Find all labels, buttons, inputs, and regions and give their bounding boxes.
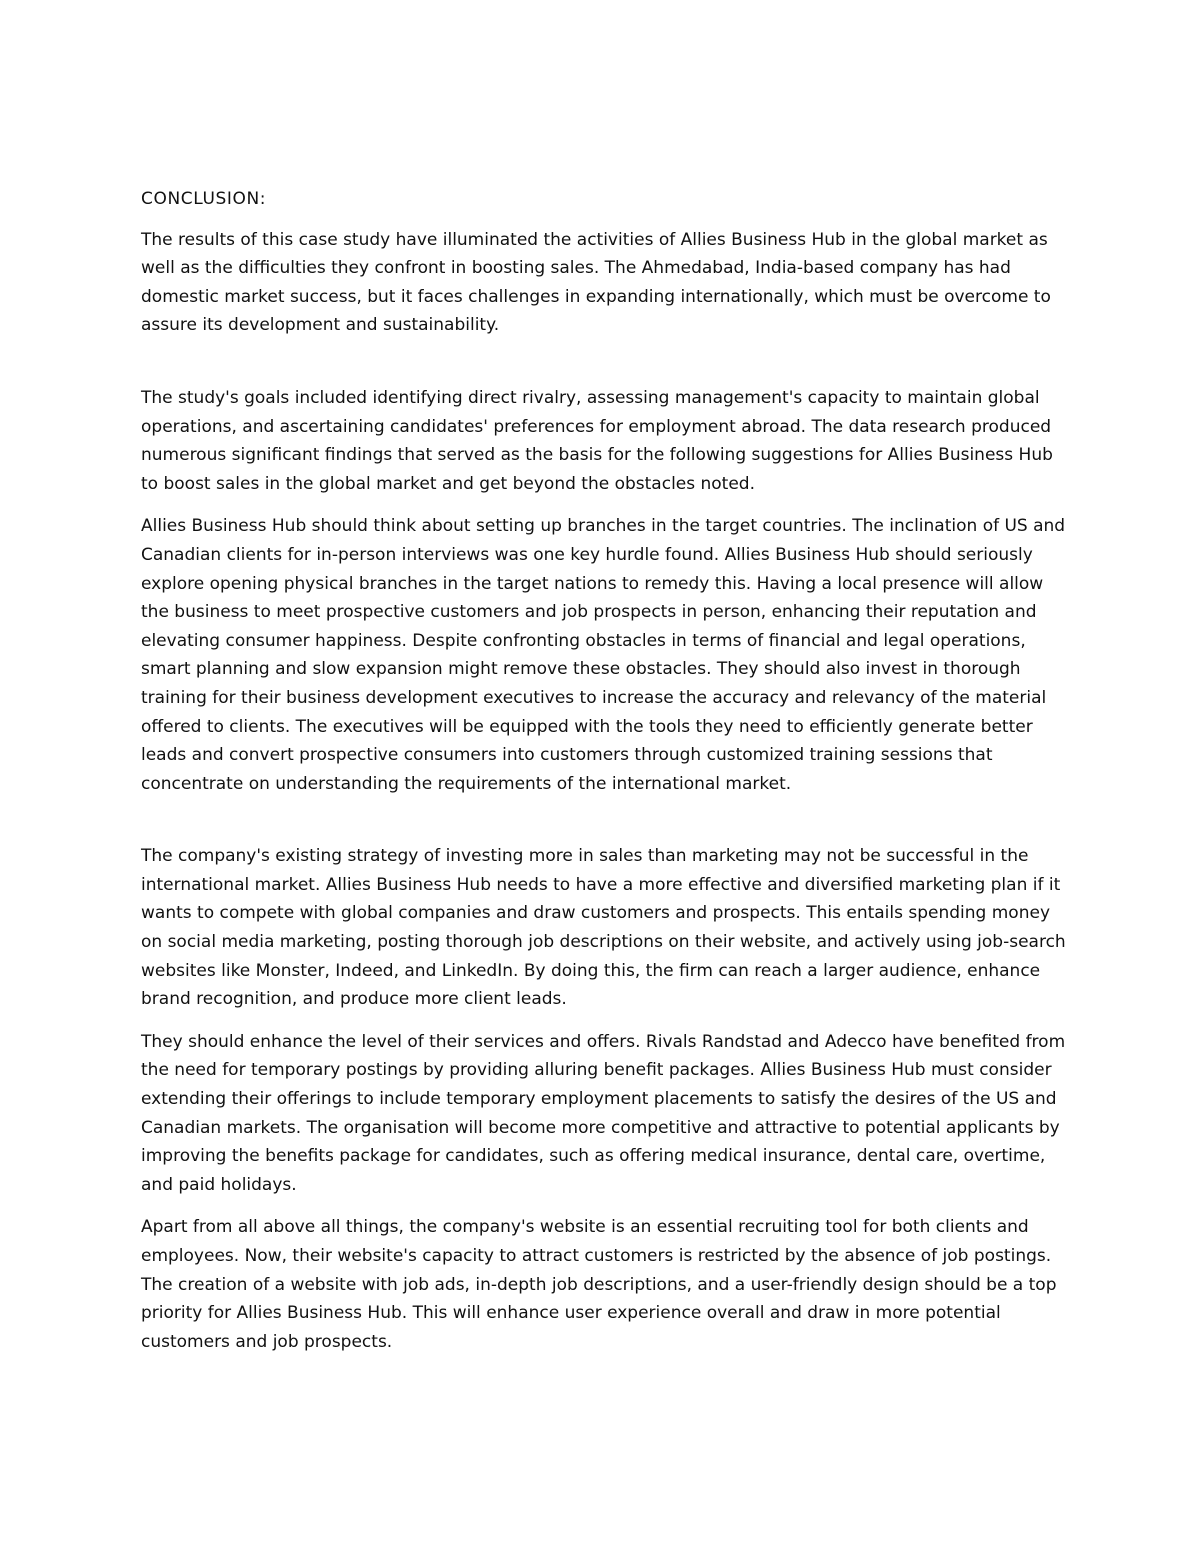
document-body	[141, 185, 1066, 1356]
paragraph-goals: The study's goals included identifying direct rivalry, assessing management's capacity to maintain global operations, and ascertaining candidates' preferences for employment abroad. The data research produced numerous significant findings that served as the basis for the following suggestions for Allies Business Hub to boost sales in the global market and get beyond the obstacles noted.	[141, 387, 1053, 494]
paragraph-marketing: The company's existing strategy of investing more in sales than marketing may not be successful in the international market. Allies Business Hub needs to have a more effective and diversified marketing plan if it wants to compete with global companies and draw customers and prospects. This entails spending money on social media marketing, posting thorough job descriptions on their website, and actively using job-search websites like Monster, Indeed, and LinkedIn. By doing this, the firm can reach a larger audience, enhance brand recognition, and produce more client leads.	[141, 846, 1066, 1010]
paragraph-services: They should enhance the level of their services and offers. Rivals Randstad and Adecco have benefited from the need for temporary postings by providing alluring benefit packages. Allies Business Hub must consider extending their offerings to include temporary employment placements to satisfy the desires of the US and Canadian markets. The organisation will become more competitive and attractive to potential applicants by improving the benefits package for candidates, such as offering medical insurance, dental care, overtime, and paid holidays.	[141, 1031, 1066, 1195]
section-heading: CONCLUSION:	[141, 189, 267, 209]
paragraph-website: Apart from all above all things, the company's website is an essential recruiting tool for both clients and employees. Now, their website's capacity to attract customers is restricted by the absence of job postings. The creation of a website with job ads, in-depth job descriptions, and a user-friendly design should be a top priority for Allies Business Hub. This will enhance user experience overall and draw in more potential customers and job prospects.	[141, 1217, 1057, 1352]
paragraph-intro: The results of this case study have illuminated the activities of Allies Business Hub in the global market as well as the difficulties they confront in boosting sales. The Ahmedabad, India-based company has had domestic market success, but it faces challenges in expanding internationally, which must be overcome to assure its development and sustainability.	[141, 229, 1051, 336]
paragraph-branches: Allies Business Hub should think about setting up branches in the target countries. The inclination of US and Canadian clients for in-person interviews was one key hurdle found. Allies Business Hub should seriously explore opening physical branches in the target nations to remedy this. Having a local presence will allow the business to meet prospective customers and job prospects in person, enhancing their reputation and elevating consumer happiness. Despite confronting obstacles in terms of financial and legal operations, smart planning and slow expansion might remove these obstacles. They should also invest in thorough training for their business development executives to increase the accuracy and relevancy of the material offered to clients. The executives will be equipped with the tools they need to efficiently generate better leads and convert prospective consumers into customers through customized training sessions that concentrate on understanding the requirements of the international market.	[141, 516, 1066, 794]
